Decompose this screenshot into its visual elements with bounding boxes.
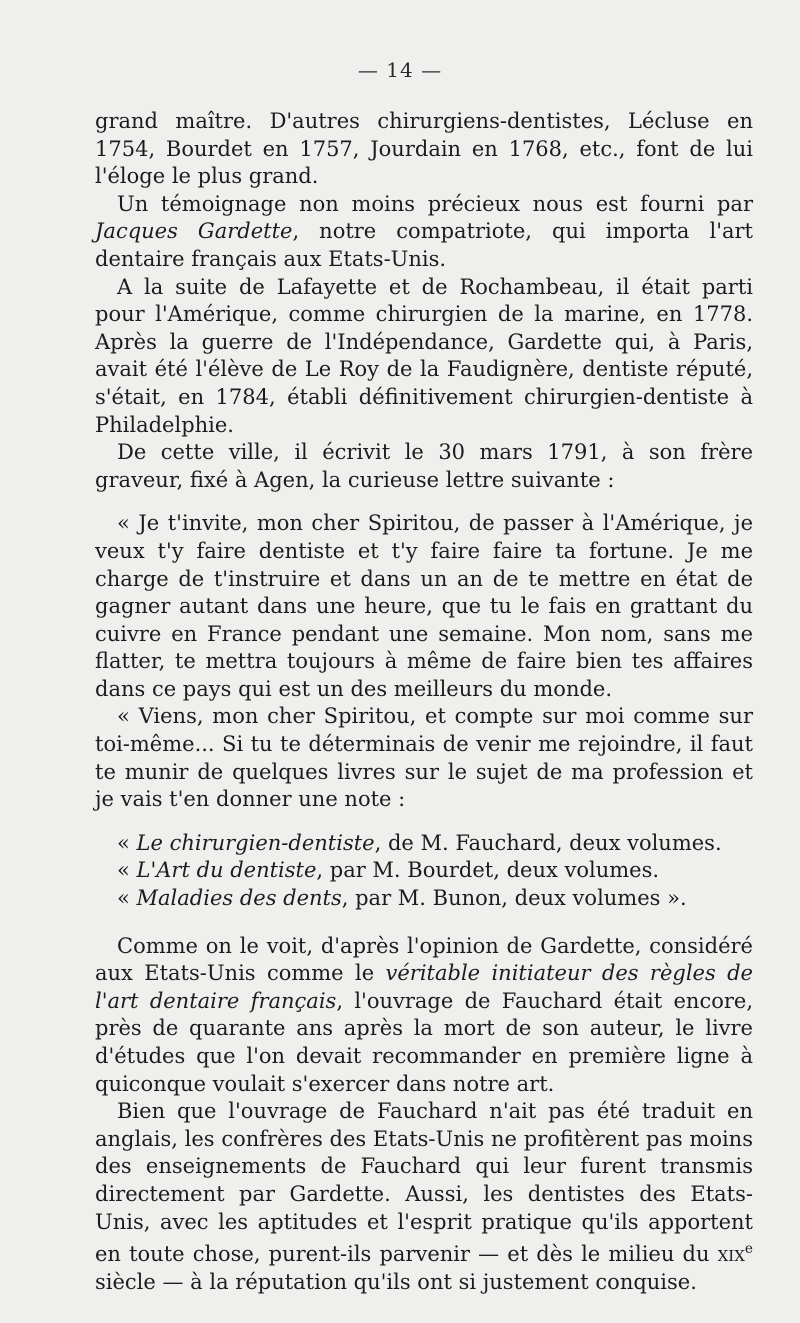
paragraph-6: Bien que l'ouvrage de Fauchard n'ait pas été traduit en anglais, les confrères des Etats-Unis ne profitèrent pas moins des enseignements de Fauchard qui leur furent transmis directement par Gardette. Aussi, les dentistes des Etats-Unis, avec les aptitudes et l'esprit pratique qu'ils apportent en toute chose, purent-ils parvenir — et dès le milieu du xix$^e$ siècle — à la réputation qu'ils ont si justement conquise.: [95, 1099, 753, 1294]
book-item: « L'Art du dentiste, par M. Bourdet, deux volumes.: [117, 858, 660, 883]
page-number: — 14 —: [357, 58, 443, 82]
letter-paragraph-1: « Je t'invite, mon cher Spiritou, de passer à l'Amérique, je veux t'y faire dentiste et t'y faire faire ta fortune. Je me charge de t'instruire et dans un an de te mettre en état de gagner autant dans une heure, que tu le fais en grattant du cuivre en France pendant une semaine. Mon nom, sans me flatter, te mettra toujours à même de faire bien tes affaires dans ce pays qui est un des meilleurs du monde.: [95, 511, 753, 701]
book-list: [95, 830, 753, 913]
body-text: [95, 108, 753, 1296]
letter-paragraph-2: « Viens, mon cher Spiritou, et compte sur moi comme sur toi-même... Si tu te déterminais de venir me rejoindre, il faut te munir de quelques livres sur le sujet de ma profession et je vais t'en donner une note :: [95, 704, 753, 812]
book-item: « Maladies des dents, par M. Bunon, deux volumes ».: [117, 886, 687, 911]
paragraph-2: Un témoignage non moins précieux nous est fourni par Jacques Gardette, notre compatriote, qui importa l'art dentaire français aux Etats-Unis.: [95, 191, 753, 271]
paragraph-1: grand maître. D'autres chirurgiens-dentistes, Lécluse en 1754, Bourdet en 1757, Jourdain en 1768, etc., font de lui l'éloge le plus grand.: [95, 109, 753, 189]
paragraph-3: A la suite de Lafayette et de Rochambeau, il était parti pour l'Amérique, comme chirurgien de la marine, en 1778. Après la guerre de l'Indépendance, Gardette qui, à Paris, avait été l'élève de Le Roy de la Faudignère, dentiste réputé, s'était, en 1784, établi définitivement chirurgien-dentiste à Philadelphie.: [95, 274, 753, 437]
paragraph-4: De cette ville, il écrivit le 30 mars 1791, à son frère graveur, fixé à Agen, la curieuse lettre suivante :: [95, 440, 753, 492]
paragraph-5: Comme on le voit, d'après l'opinion de Gardette, considéré aux Etats-Unis comme le véritable initiateur des règles de l'art dentaire français, l'ouvrage de Fauchard était encore, près de quarante ans après la mort de son auteur, le livre d'études que l'on devait recommander en première ligne à quiconque voulait s'exercer dans notre art.: [95, 933, 753, 1096]
book-item: « Le chirurgien-dentiste, de M. Fauchard, deux volumes.: [117, 830, 722, 855]
